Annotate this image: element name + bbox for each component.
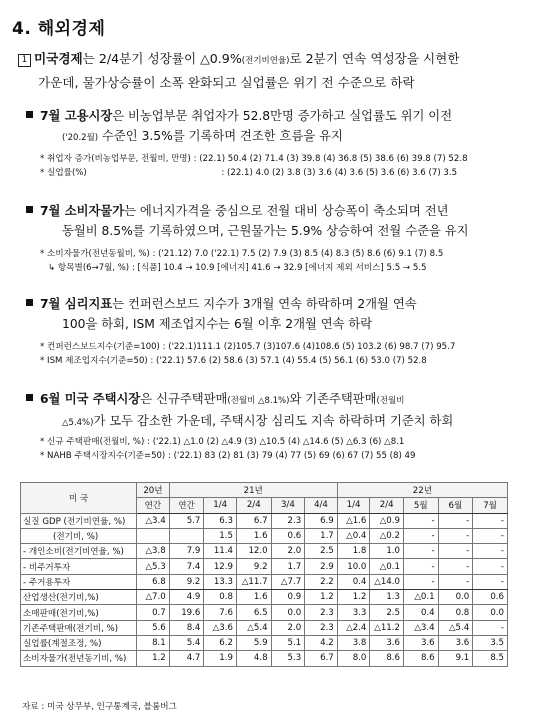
table-cell: △3.4 bbox=[137, 513, 170, 528]
table-cell: 9.2 bbox=[236, 559, 271, 574]
table-cell: - bbox=[473, 620, 508, 635]
period-header: 6월 bbox=[438, 498, 473, 513]
table-header-years bbox=[21, 483, 508, 498]
note-list bbox=[40, 341, 455, 368]
row-label: 산업생산(전기비,%) bbox=[21, 590, 137, 605]
table-cell: 6.3 bbox=[204, 513, 237, 528]
table-row bbox=[21, 605, 508, 620]
table-cell: 2.0 bbox=[271, 544, 305, 559]
section-summary bbox=[18, 48, 538, 93]
bullet-line2: 수준인 3.5%를 기록하며 견조한 흐름을 유지 bbox=[102, 129, 343, 143]
section-line2: 가운데, 물가상승률이 소폭 완화되고 실업률은 위기 전 수준으로 하락 bbox=[38, 75, 415, 90]
table-cell: △7.0 bbox=[137, 590, 170, 605]
table-cell: 12.0 bbox=[236, 544, 271, 559]
period-header: 1/4 bbox=[204, 498, 237, 513]
table-cell: 8.1 bbox=[137, 635, 170, 650]
table-cell: 1.6 bbox=[236, 528, 271, 543]
table-row bbox=[21, 513, 508, 528]
table-cell: △5.4 bbox=[438, 620, 473, 635]
table-cell: - bbox=[438, 574, 473, 589]
table-cell: 1.9 bbox=[204, 651, 237, 666]
table-cell: 9.1 bbox=[438, 651, 473, 666]
table-cell: 2.5 bbox=[305, 544, 338, 559]
row-label: - 개인소비(전기비연율, %) bbox=[21, 544, 137, 559]
table-cell: 1.3 bbox=[370, 590, 404, 605]
us-economy-table bbox=[20, 482, 508, 667]
table-cell: - bbox=[403, 559, 438, 574]
bullet-line1: 는 에너지가격을 중심으로 전월 대비 상승폭이 축소되며 전년 bbox=[124, 204, 449, 218]
table-cell: 2.3 bbox=[271, 513, 305, 528]
row-label: 소비자물가(전년동기비, %) bbox=[21, 651, 137, 666]
table-cell: 6.7 bbox=[236, 513, 271, 528]
table-row bbox=[21, 590, 508, 605]
table-cell: 3.8 bbox=[337, 635, 370, 650]
note-item: * 취업자 증가(비농업부문, 전월비, 만명) : (22.1) 50.4 (2) 71.4 (3) 39.8 (4) 36.8 (5) 38.6 (6) 39.8 (7) 52.8 bbox=[40, 154, 468, 164]
table-cell: 1.7 bbox=[271, 559, 305, 574]
table-cell: 6.2 bbox=[204, 635, 237, 650]
table-cell: - bbox=[473, 559, 508, 574]
bullet-small: △5.4%) bbox=[62, 418, 94, 428]
table-cell: △11.2 bbox=[370, 620, 404, 635]
table-cell: △3.4 bbox=[403, 620, 438, 635]
table-cell: 3.6 bbox=[403, 635, 438, 650]
table-cell: 7.6 bbox=[204, 605, 237, 620]
period-header: 연간 bbox=[169, 498, 204, 513]
bullet-line1: 는 컨퍼런스보드 지수가 3개월 연속 하락하며 2개월 연속 bbox=[112, 297, 417, 311]
bullet-small: (전월비 bbox=[376, 396, 405, 406]
table-cell: 8.5 bbox=[473, 651, 508, 666]
bullet-small: ('20.2월) bbox=[62, 133, 99, 143]
note-item: * ISM 제조업지수(기준=50) : ('22.1) 57.6 (2) 58.6 (3) 57.1 (4) 55.4 (5) 56.1 (6) 53.0 (7) 52.8 bbox=[40, 355, 427, 366]
table-cell: 1.8 bbox=[337, 544, 370, 559]
row-label: 기존주택판매(전기비, %) bbox=[21, 620, 137, 635]
row-label: 소매판매(전기비,%) bbox=[21, 605, 137, 620]
table-cell: △0.1 bbox=[370, 559, 404, 574]
table-cell: 0.0 bbox=[271, 605, 305, 620]
table-cell: 1.6 bbox=[236, 590, 271, 605]
table-cell: 19.6 bbox=[169, 605, 204, 620]
table-cell: 3.6 bbox=[438, 635, 473, 650]
bullet-text: 와 기존주택판매 bbox=[289, 392, 377, 406]
table-cell: 5.6 bbox=[137, 620, 170, 635]
table-cell: - bbox=[473, 574, 508, 589]
table-row bbox=[21, 635, 508, 650]
table-row bbox=[21, 559, 508, 574]
table-cell: - bbox=[473, 513, 508, 528]
table-cell: 0.6 bbox=[473, 590, 508, 605]
table-cell: 5.4 bbox=[169, 635, 204, 650]
note-item: * 컨퍼런스보드지수(기준=100) : ('22.1)111.1 (2)105.7 (3)107.6 (4)108.6 (5) 103.2 (6) 98.7 (7) 95.7 bbox=[40, 342, 456, 352]
table-cell: 2.9 bbox=[305, 559, 338, 574]
table-cell: 12.9 bbox=[204, 559, 237, 574]
note-item: * 실업률(%) : (22.1) 4.0 (2) 3.8 (3) 3.6 (4) 3.6 (5) 3.6 (6) 3.6 (7) 3.5 bbox=[40, 167, 458, 178]
table-cell: 6.8 bbox=[137, 574, 170, 589]
row-label: - 비주거투자 bbox=[21, 559, 137, 574]
section-text-2: 로 2분기 연속 역성장을 시현한 bbox=[289, 51, 460, 66]
table-cell: △7.7 bbox=[271, 574, 305, 589]
bullet-cpi bbox=[22, 201, 528, 241]
table-cell: - bbox=[403, 574, 438, 589]
table-cell: △0.1 bbox=[403, 590, 438, 605]
table-cell: - bbox=[438, 528, 473, 543]
bullet-line2: 가 모두 감소한 가운데, 주택시장 심리도 지속 하락하며 기준치 하회 bbox=[93, 414, 454, 428]
table-cell: △0.9 bbox=[370, 513, 404, 528]
table-cell: 1.2 bbox=[337, 590, 370, 605]
table-cell: 3.5 bbox=[473, 635, 508, 650]
year-header: 20년 bbox=[137, 483, 170, 498]
table-corner: 미 국 bbox=[21, 483, 137, 514]
note-list bbox=[40, 436, 415, 463]
row-label: 실질 GDP (전기비연율, %) bbox=[21, 513, 137, 528]
table-cell: 6.5 bbox=[236, 605, 271, 620]
section-keyword: 미국경제 bbox=[34, 51, 83, 66]
table-cell: - bbox=[438, 559, 473, 574]
bullet-line1: 은 비농업부문 취업자가 52.8만명 증가하고 실업률도 위기 이전 bbox=[112, 109, 453, 123]
period-header: 2/4 bbox=[236, 498, 271, 513]
table-cell: 0.6 bbox=[271, 528, 305, 543]
period-header: 5월 bbox=[403, 498, 438, 513]
bullet-sentiment bbox=[22, 294, 528, 334]
note-item: * 소비자물가(전년동월비, %) : ('21.12) 7.0 ('22.1) 7.5 (2) 7.9 (3) 8.5 (4) 8.3 (5) 8.6 (6) 9.1 (7) 8.5 bbox=[40, 249, 444, 259]
table-cell: 4.7 bbox=[169, 651, 204, 666]
table-cell bbox=[169, 528, 204, 543]
table-cell: 9.2 bbox=[169, 574, 204, 589]
section-text: 는 2/4분기 성장률이 △0.9% bbox=[82, 51, 242, 66]
table-row bbox=[21, 651, 508, 666]
note-item: * 신규 주택판매(전월비, %) : ('22.1) △1.0 (2) △4.9 (3) △10.5 (4) △14.6 (5) △6.3 (6) △8.1 bbox=[40, 437, 405, 447]
page-title: 4. 해외경제 bbox=[12, 19, 106, 39]
table-cell: 3.6 bbox=[370, 635, 404, 650]
table-cell: 0.9 bbox=[271, 590, 305, 605]
table-cell: - bbox=[403, 513, 438, 528]
table-row bbox=[21, 574, 508, 589]
table-cell: 11.4 bbox=[204, 544, 237, 559]
table-cell: 2.3 bbox=[305, 620, 338, 635]
period-header: 7월 bbox=[473, 498, 508, 513]
period-header: 2/4 bbox=[370, 498, 404, 513]
row-label: 실업률(계절조정, %) bbox=[21, 635, 137, 650]
row-label: (전기비, %) bbox=[21, 528, 137, 543]
table-cell: 4.9 bbox=[169, 590, 204, 605]
bullet-keyword: 7월 소비자물가 bbox=[40, 204, 125, 218]
table-cell: △14.0 bbox=[370, 574, 404, 589]
row-label: - 주거용투자 bbox=[21, 574, 137, 589]
table-cell: 0.8 bbox=[438, 605, 473, 620]
year-header: 21년 bbox=[169, 483, 337, 498]
table-cell: △0.4 bbox=[337, 528, 370, 543]
note-item: ↳ 항목별(6→7월, %) : [식품] 10.4 → 10.9 [에너지] 41.6 → 32.9 [에너지 제외 서비스] 5.5 → 5.5 bbox=[48, 262, 427, 273]
table-cell: 7.9 bbox=[169, 544, 204, 559]
bullet-line2: 동월비 8.5%를 기록하였으며, 근원물가는 5.9% 상승하여 전월 수준을 유지 bbox=[62, 224, 469, 238]
bullet-keyword: 6월 미국 주택시장 bbox=[40, 392, 141, 406]
table-row bbox=[21, 528, 508, 543]
table-cell: 10.0 bbox=[337, 559, 370, 574]
table-cell: - bbox=[403, 544, 438, 559]
table-cell: 8.0 bbox=[337, 651, 370, 666]
table-cell: 0.8 bbox=[204, 590, 237, 605]
period-header: 연간 bbox=[137, 498, 170, 513]
bullet-keyword: 7월 심리지표 bbox=[40, 297, 113, 311]
period-header: 1/4 bbox=[337, 498, 370, 513]
bullet-small: (전월비 △8.1%) bbox=[227, 396, 290, 406]
table-cell: 1.7 bbox=[305, 528, 338, 543]
table-cell: △3.6 bbox=[204, 620, 237, 635]
table-cell: 13.3 bbox=[204, 574, 237, 589]
table-cell: 0.4 bbox=[403, 605, 438, 620]
table-cell: 4.8 bbox=[236, 651, 271, 666]
table-cell: 8.4 bbox=[169, 620, 204, 635]
bullet-housing bbox=[22, 389, 528, 433]
table-cell: 4.2 bbox=[305, 635, 338, 650]
table-row bbox=[21, 544, 508, 559]
table-cell: 1.5 bbox=[204, 528, 237, 543]
bullet-keyword: 7월 고용시장 bbox=[40, 109, 113, 123]
table-cell: 0.0 bbox=[473, 605, 508, 620]
note-item: * NAHB 주택시장지수(기준=50) : ('22.1) 83 (2) 81 (3) 79 (4) 77 (5) 69 (6) 67 (7) 55 (8) 49 bbox=[40, 450, 416, 461]
table-cell: - bbox=[438, 513, 473, 528]
table-cell: 1.0 bbox=[370, 544, 404, 559]
table-cell: - bbox=[473, 544, 508, 559]
table-cell: 7.4 bbox=[169, 559, 204, 574]
table-cell: 0.7 bbox=[137, 605, 170, 620]
note-list bbox=[40, 153, 468, 180]
bullet-text: 은 신규주택판매 bbox=[140, 392, 228, 406]
bullet-employment bbox=[22, 106, 528, 148]
table-cell: △2.4 bbox=[337, 620, 370, 635]
table-cell: 8.6 bbox=[403, 651, 438, 666]
table-cell: 0.4 bbox=[337, 574, 370, 589]
table-cell: 1.2 bbox=[305, 590, 338, 605]
period-header: 3/4 bbox=[271, 498, 305, 513]
note-list bbox=[40, 248, 443, 275]
table-cell: △5.4 bbox=[236, 620, 271, 635]
table-cell: - bbox=[403, 528, 438, 543]
bullet-line2: 100을 하회, ISM 제조업지수는 6월 이후 2개월 연속 하락 bbox=[62, 317, 373, 331]
table-cell: - bbox=[438, 544, 473, 559]
table-cell: 6.9 bbox=[305, 513, 338, 528]
table-cell bbox=[137, 528, 170, 543]
table-cell: 5.7 bbox=[169, 513, 204, 528]
table-cell: 8.6 bbox=[370, 651, 404, 666]
section-small: (전기비연율) bbox=[241, 56, 290, 66]
table-cell: 5.3 bbox=[271, 651, 305, 666]
table-cell: 2.0 bbox=[271, 620, 305, 635]
table-cell: △11.7 bbox=[236, 574, 271, 589]
table-cell: 3.3 bbox=[337, 605, 370, 620]
year-header: 22년 bbox=[337, 483, 507, 498]
table-cell: △3.8 bbox=[137, 544, 170, 559]
table-cell: - bbox=[473, 528, 508, 543]
table-cell: 2.2 bbox=[305, 574, 338, 589]
table-cell: 2.3 bbox=[305, 605, 338, 620]
table-cell: △0.2 bbox=[370, 528, 404, 543]
source-note: 자료 : 미국 상무부, 인구통계국, 블룸버그 bbox=[22, 702, 177, 712]
table-cell: △1.6 bbox=[337, 513, 370, 528]
period-header: 4/4 bbox=[305, 498, 338, 513]
table-cell: 5.9 bbox=[236, 635, 271, 650]
table-cell: 1.2 bbox=[137, 651, 170, 666]
table-row bbox=[21, 620, 508, 635]
table-cell: 5.1 bbox=[271, 635, 305, 650]
table-cell: 6.7 bbox=[305, 651, 338, 666]
table-cell: 2.5 bbox=[370, 605, 404, 620]
table-cell: 0.0 bbox=[438, 590, 473, 605]
section-number: 1 bbox=[18, 54, 31, 67]
table-cell: △5.3 bbox=[137, 559, 170, 574]
